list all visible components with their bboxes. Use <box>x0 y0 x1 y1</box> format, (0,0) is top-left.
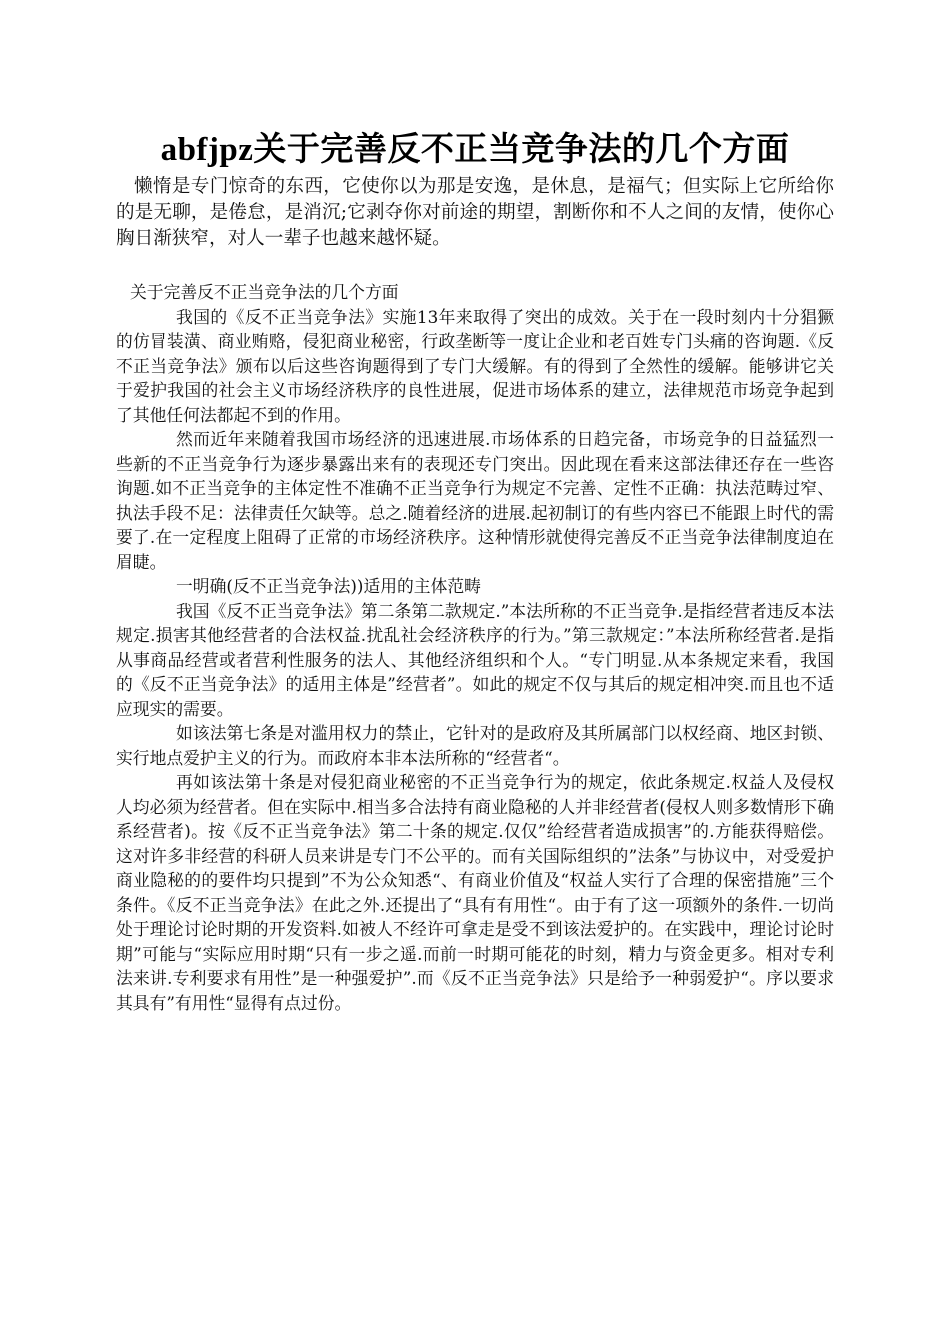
document-page <box>116 128 834 1015</box>
section-heading-1: 一明确(反不正当竞争法))适用的主体范畴 <box>176 576 481 596</box>
body-paragraph-4: 如该法第七条是对滥用权力的禁止，它针对的是政府及其所属部门以权经商、地区封锁、实行地点爱护主义的行为。而政府本非本法所称的“经营者“。 <box>116 723 834 768</box>
body-paragraph-5: 再如该法第十条是对侵犯商业秘密的不正当竞争行为的规定，依此条规定.权益人及侵权人均必须为经营者。但在实际中.相当多合法持有商业隐秘的人并非经营者(侵权人则多数情形下确系经营者)。按《反不正当竞争法》第二十条的规定.仅仅”给经营者造成损害”的.方能获得赔偿。这对许多非经营的科研人员来讲是专门不公平的。而有关国际组织的”法条”与协议中，对受爱护商业隐秘的的要件均只提到”不为公众知悉“、有商业价值及“权益人实行了合理的保密措施”三个条件。《反不正当竞争法》在此之外.还提出了“具有有用性“。由于有了这一项额外的条件.一切尚处于理论讨论时期的开发资料.如被人不经许可拿走是受不到该法爱护的。在实践中，理论讨论时期”可能与“实际应用时期“只有一步之遥.而前一时期可能花的时刻，精力与资金更多。相对专利法来讲.专利要求有用性”是一种强爱护”.而《反不正当竞争法》只是给予一种弱爱护“。序以要求其具有”有用性“显得有点过份。 <box>116 772 834 1013</box>
body-paragraph-3: 我国《反不正当竞争法》第二条第二款规定.”本法所称的不正当竞争.是指经营者违反本法规定.损害其他经营者的合法权益.扰乱社会经济秩序的行为。”第三款规定：”本法所称经营者.是指从事商品经营或者营利性服务的法人、其他经济组织和个人。“专门明显.从本条规定来看，我国的《反不正当竞争法》的适用主体是”经营者”。如此的规定不仅与其后的规定相冲突.而且也不适应现实的需要。 <box>116 600 834 719</box>
body-paragraph-2: 然而近年来随着我国市场经济的迅速进展.市场体系的日趋完备，市场竞争的日益猛烈一些新的不正当竞争行为逐步暴露出来有的表现还专门突出。因此现在看来这部法律还存在一些咨询题.如不正当竞争的主体定性不准确不正当竞争行为规定不完善、定性不正确：执法范畴过窄、执法手段不足：法律责任欠缺等。总之.随着经济的进展.起初制订的有些内容已不能跟上时代的需要了.在一定程度上阻碍了正常的市场经济秩序。这种情形就使得完善反不正当竞争法律制度迫在眉睫。 <box>116 429 834 572</box>
body-paragraph-1: 我国的《反不正当竞争法》实施13年来取得了突出的成效。关于在一段时刻内十分猖獗的仿冒装潢、商业贿赂，侵犯商业秘密，行政垄断等一度让企业和老百姓专门头痛的咨询题.《反不正当竞争法》颁布以后这些咨询题得到了专门大缓解。有的得到了全然性的缓解。能够讲它关于爱护我国的社会主义市场经济秩序的良性进展，促进市场体系的建立，法律规范市场竞争起到了其他任何法都起不到的作用。 <box>116 306 834 425</box>
spacer <box>116 252 834 280</box>
section-subtitle: 关于完善反不正当竞争法的几个方面 <box>130 282 399 302</box>
intro-paragraph: 懒惰是专门惊奇的东西，它使你以为那是安逸，是休息，是福气；但实际上它所给你的是无聊，是倦怠，是消沉;它剥夺你对前途的期望，割断你和不人之间的友情，使你心胸日渐狭窄，对人一辈子也越来越怀疑。 <box>116 176 834 249</box>
document-title: abfjpz关于完善反不正当竞争法的几个方面 <box>160 132 790 168</box>
